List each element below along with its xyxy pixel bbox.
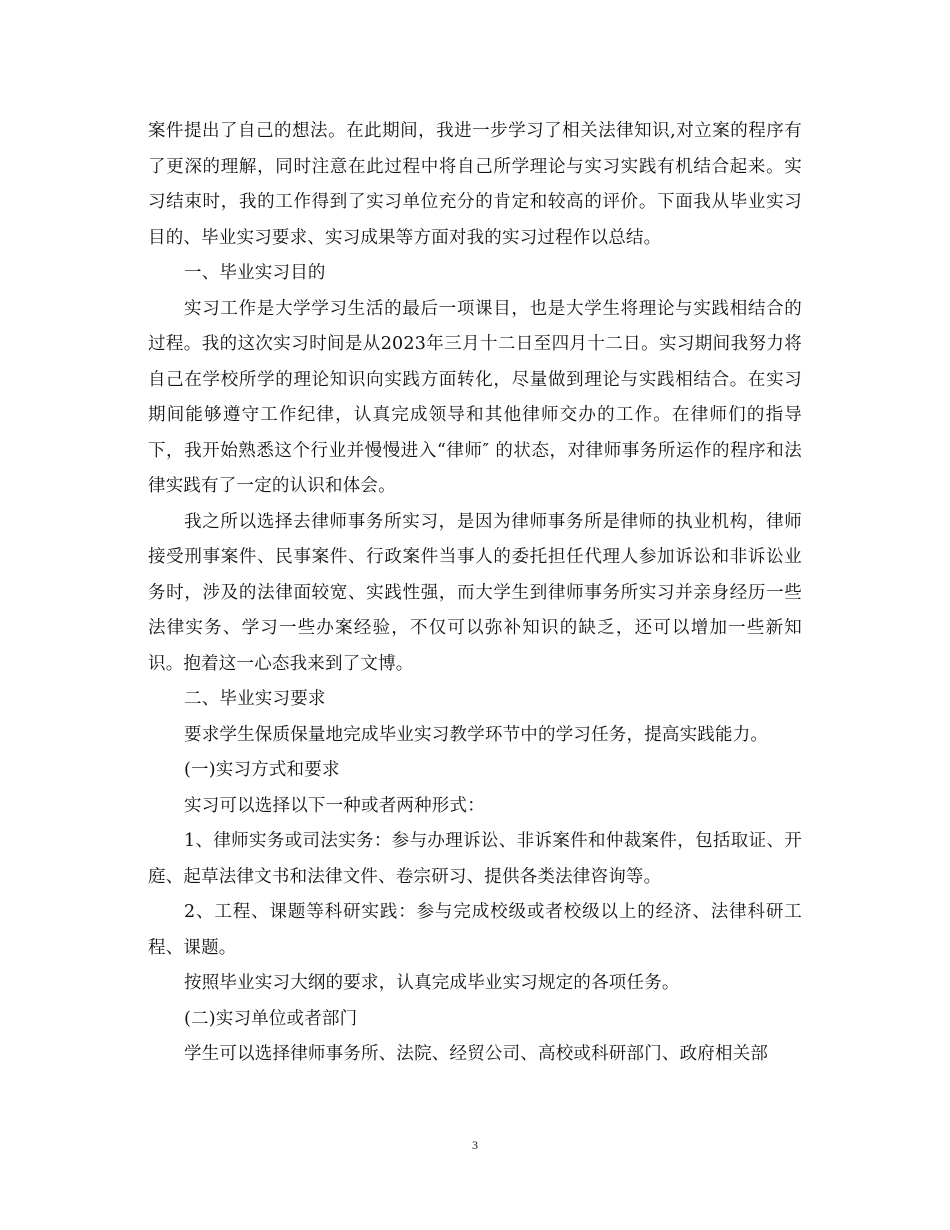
list-item-legal-practice: 1、律师实务或司法实务：参与办理诉讼、非诉案件和仲裁案件，包括取证、开庭、起草法律文书和法律文件、卷宗研习、提供各类法律咨询等。: [148, 831, 802, 887]
paragraph-purpose: 实习工作是大学学习生活的最后一项课目，也是大学生将理论与实践相结合的过程。我的这次实习时间是从2023年三月十二日至四月十二日。实习期间我努力将自己在学校所学的理论知识向实践方面转化，尽量做到理论与实践相结合。在实习期间能够遵守工作纪律，认真完成领导和其他律师交办的工作。在律师们的指导下，我开始熟悉这个行业并慢慢进入“律师″ 的状态，对律师事务所运作的程序和法律实践有了一定的认识和体会。: [148, 298, 802, 496]
subheading-method: (一)实习方式和要求: [184, 760, 340, 780]
paragraph-outline: 按照毕业实习大纲的要求，认真完成毕业实习规定的各项任务。: [184, 973, 680, 993]
subheading-units: (二)实习单位或者部门: [184, 1008, 358, 1029]
page-number: 3: [472, 1138, 478, 1152]
list-item-research: 2、工程、课题等科研实践：参与完成校级或者校级以上的经济、法律科研工程、课题。: [148, 902, 802, 958]
paragraph-requirements: 要求学生保质保量地完成毕业实习教学环节中的学习任务，提高实践能力。: [184, 724, 769, 745]
paragraph-reason: 我之所以选择去律师事务所实习，是因为律师事务所是律师的执业机构，律师接受刑事案件、民事案件、行政案件当事人的委托担任代理人参加诉讼和非诉讼业务时，涉及的法律面较宽、实践性强，而大学生到律师事务所实习并亲身经历一些法律实务、学习一些办案经验，不仅可以弥补知识的缺乏，还可以增加一些新知识。抱着这一心态我来到了文博。: [148, 511, 802, 674]
document-body: [148, 114, 802, 1073]
section-heading-purpose: 一、毕业实习目的: [184, 263, 326, 283]
paragraph-continuation: 案件提出了自己的想法。在此期间，我进一步学习了相关法律知识,对立案的程序有了更深的理解，同时注意在此过程中将自己所学理论与实习实践有机结合起来。实习结束时，我的工作得到了实习单位充分的肯定和较高的评价。下面我从毕业实习目的、毕业实习要求、实习成果等方面对我的实习过程作以总结。: [148, 121, 802, 248]
section-heading-requirements: 二、毕业实习要求: [184, 689, 326, 709]
paragraph-units: 学生可以选择律师事务所、法院、经贸公司、高校或科研部门、政府相关部: [184, 1044, 769, 1064]
paragraph-forms-intro: 实习可以选择以下一种或者两种形式：: [184, 795, 485, 816]
